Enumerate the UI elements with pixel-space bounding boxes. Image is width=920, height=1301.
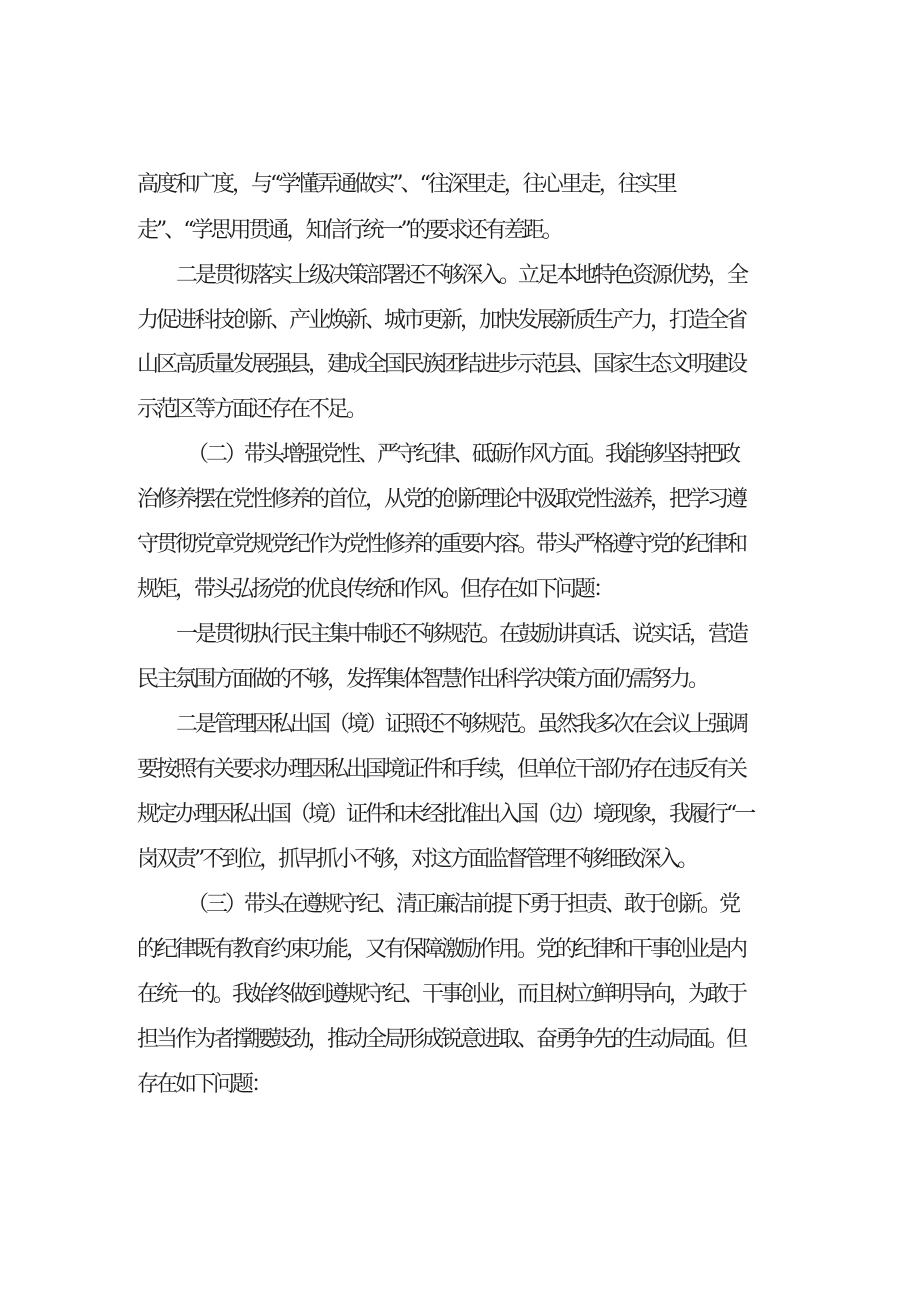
text-line: 担当作为者撑腰鼓劲，推动全局形成锐意进取、奋勇争先的生动局面。但	[137, 1027, 746, 1052]
text-line: 规定办理因私出国（境）证件和未经批准出入国（边）境现象，我履行“一	[137, 802, 754, 827]
text-line: 二是管理因私出国（境）证照还不够规范。虽然我多次在会议上强调	[176, 712, 747, 737]
text-line: 示范区等方面还存在不足。	[137, 397, 366, 422]
text-line: 规矩，带头弘扬党的优良传统和作风。但存在如下问题：	[137, 577, 613, 602]
text-line: 治修养摆在党性修养的首位，从党的创新理论中汲取党性滋养，把学习遵	[137, 487, 746, 512]
text-line: 山区高质量发展强县，建成全国民族团结进步示范县、国家生态文明建设	[137, 352, 746, 377]
text-line: 在统一的。我始终做到遵规守纪、干事创业，而且树立鲜明导向，为敢于	[137, 982, 746, 1007]
text-line: 二是贯彻落实上级决策部署还不够深入。立足本地特色资源优势，全	[176, 263, 747, 288]
text-line: 守贯彻党章党规党纪作为党性修养的重要内容。带头严格遵守党的纪律和	[137, 532, 746, 557]
text-line: 力促进科技创新、产业焕新、城市更新，加快发展新质生产力，打造全省	[137, 308, 746, 333]
text-line: 一是贯彻执行民主集中制还不够规范。在鼓励讲真话、说实话，营造	[176, 622, 747, 647]
text-line: 要按照有关要求办理因私出国境证件和手续，但单位干部仍存在违反有关	[137, 757, 746, 782]
text-line: 高度和广度，与“学懂弄通做实”、“往深里走，往心里走，往实里	[137, 172, 675, 197]
text-line: 的纪律既有教育约束功能，又有保障激励作用。党的纪律和干事创业是内	[137, 937, 746, 962]
text-line: 民主氛围方面做的不够，发挥集体智慧作出科学决策方面仍需努力。	[137, 667, 708, 692]
text-line: （二）带头增强党性、严守纪律、砥砺作风方面。我能够坚持把政	[187, 442, 739, 467]
text-line: （三）带头在遵规守纪、清正廉洁前提下勇于担责、敢于创新。党	[187, 892, 739, 917]
text-line: 存在如下问题：	[137, 1072, 271, 1097]
text-line: 岗双责”不到位，抓早抓小不够，对这方面监督管理不够细致深入。	[137, 847, 697, 872]
text-line: 走”、“学思用贯通，知信行统一”的要求还有差距。	[137, 218, 561, 243]
